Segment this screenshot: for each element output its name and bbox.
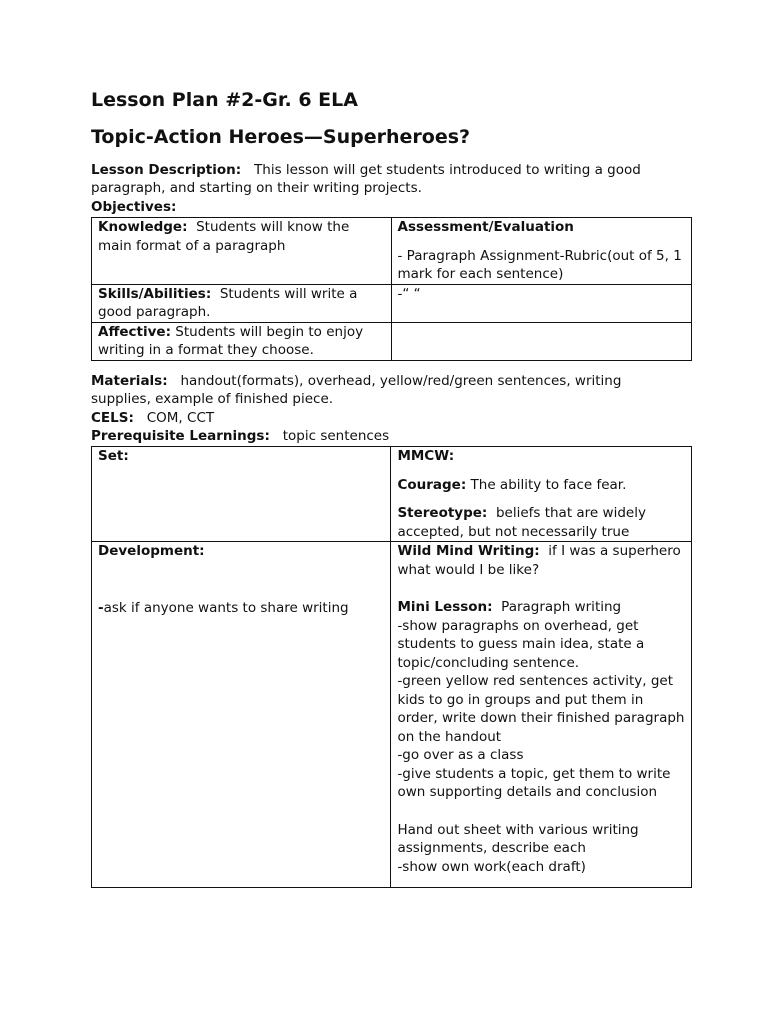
list-item: -show paragraphs on overhead, get students to guess main idea, state a topic/concluding sentence.: [397, 617, 645, 671]
lesson-table: [91, 446, 692, 888]
affective-label: Affective:: [98, 323, 171, 340]
mmcw-label: MMCW:: [397, 448, 455, 464]
list-item: -give students a topic, get them to write own supporting details and conclusion: [397, 765, 671, 800]
assessment-label: Assessment/Evaluation: [397, 219, 574, 235]
affective-assessment-cell: [391, 322, 692, 360]
wild-mind-line: [397, 542, 685, 579]
knowledge-label: Knowledge:: [98, 219, 188, 235]
materials-label: Materials:: [91, 373, 168, 389]
knowledge-text: Students will know the main format of a paragraph: [98, 219, 350, 254]
affective-text: Students will begin to enjoy writing in a format they choose.: [98, 323, 364, 358]
share-dash: -: [98, 599, 104, 616]
table-row: [92, 322, 692, 360]
table-row: [92, 447, 692, 542]
set-label: Set:: [98, 448, 129, 464]
mini-lesson-line: [397, 598, 685, 617]
topic-heading: Topic-Action Heroes—Superheroes?: [91, 126, 471, 148]
knowledge-cell: [92, 218, 392, 285]
table-row: [92, 284, 692, 322]
skills-cell: [92, 284, 392, 322]
wild-mind-label: Wild Mind Writing:: [397, 543, 540, 559]
objectives-label: Objectives:: [91, 199, 177, 215]
prerequisite-label: Prerequisite Learnings:: [91, 428, 270, 444]
courage-text: The ability to face fear.: [470, 476, 627, 493]
lesson-description-text: This lesson will get students introduced to writing a good paragraph, and starting on their writing projects.: [91, 162, 641, 196]
assessment-text: - Paragraph Assignment-Rubric(out of 5, 1 mark for each sentence): [397, 247, 682, 282]
cels-text: COM, CCT: [146, 410, 215, 426]
activities-cell: [391, 542, 692, 888]
materials-text-1: handout(formats), overhead, yellow/red/green sentences, writing: [180, 373, 622, 389]
courage-label: Courage:: [397, 476, 467, 493]
list-item: -go over as a class: [397, 747, 524, 763]
page-title: Lesson Plan #2-Gr. 6 ELA: [91, 89, 358, 111]
cels-line: [91, 409, 214, 427]
skills-label: Skills/Abilities:: [98, 285, 212, 302]
development-label: Development:: [98, 543, 205, 559]
development-cell: [92, 542, 391, 888]
set-cell: [92, 447, 391, 542]
table-row: [92, 542, 692, 888]
lesson-description-label: Lesson Description:: [91, 162, 242, 178]
lesson-description: [91, 161, 691, 197]
objectives-table: [91, 217, 692, 361]
share-writing-line: [98, 599, 384, 618]
stereotype-label: Stereotype:: [397, 505, 488, 521]
cels-label: CELS:: [91, 410, 134, 426]
show-work-line: -show own work(each draft): [397, 858, 586, 875]
table-row: [92, 218, 692, 285]
skills-assessment-cell: -“ “: [391, 284, 692, 322]
materials-line-1: [91, 372, 621, 390]
courage-line: [397, 476, 685, 495]
mini-lesson-text: Paragraph writing: [501, 599, 622, 615]
mmcw-cell: [391, 447, 692, 542]
share-text: ask if anyone wants to share writing: [103, 599, 349, 616]
affective-cell: [92, 322, 392, 360]
prerequisite-line: [91, 427, 389, 445]
skills-text: Students will write a good paragraph.: [98, 285, 358, 320]
objectives-heading: [91, 198, 176, 216]
prerequisite-text: topic sentences: [282, 428, 390, 444]
handout-line: Hand out sheet with various writing assignments, describe each: [397, 821, 639, 856]
stereotype-line: [397, 504, 685, 541]
assessment-cell: [391, 218, 692, 285]
wild-mind-text: if I was a superhero what would I be like?: [397, 543, 681, 578]
materials-line-2: supplies, example of finished piece.: [91, 391, 334, 407]
mini-lesson-label: Mini Lesson:: [397, 599, 493, 615]
stereotype-text: beliefs that are widely accepted, but not necessarily true: [397, 505, 646, 540]
list-item: -green yellow red sentences activity, get kids to go in groups and put them in order, write down their finished paragraph on the handout: [397, 673, 685, 745]
